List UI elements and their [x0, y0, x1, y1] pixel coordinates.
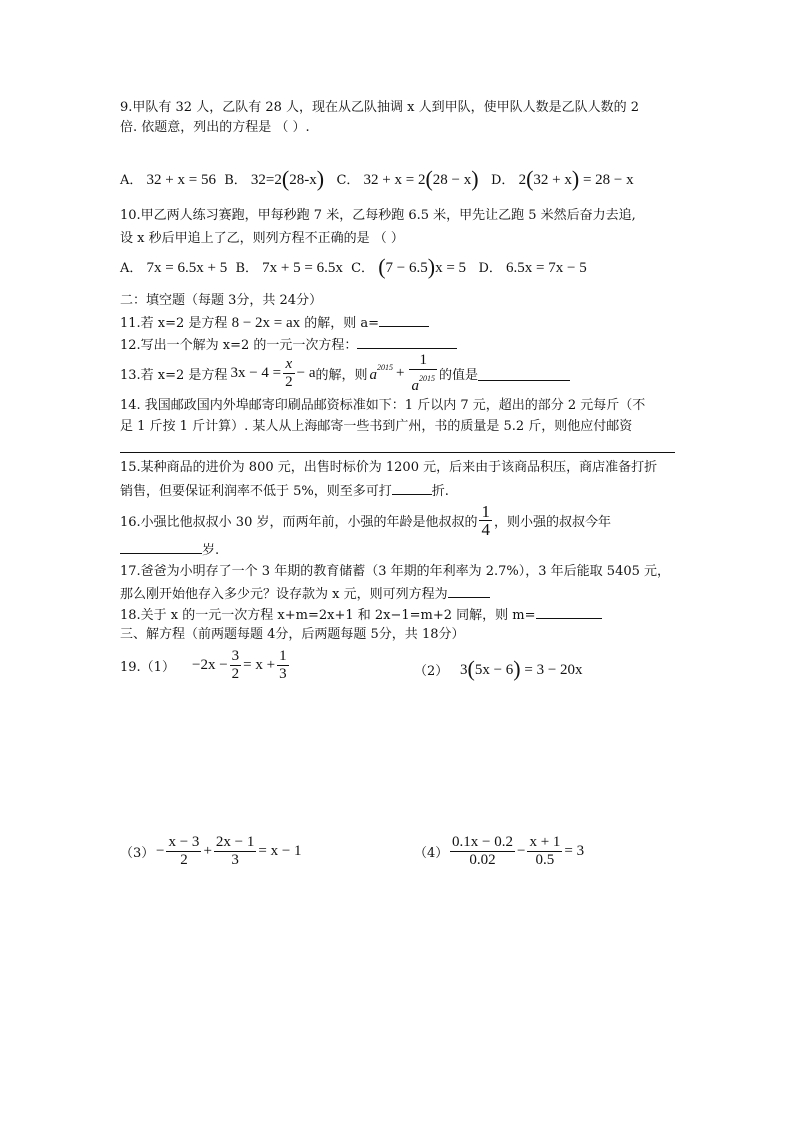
q13 [120, 352, 570, 395]
q17-line1: 17.爸爸为小明存了一个 3 年期的教育储蓄（3 年期的年利率为 2.7%），3 年后能取 5405 元， [120, 564, 671, 579]
q17-answer-blank[interactable] [448, 584, 490, 598]
q16-fraction: $\frac{1}{4}$ [481, 502, 490, 539]
q13-fraction: $\frac{x}{2}$ [285, 356, 293, 390]
q19-part4-label: （4） [414, 846, 449, 861]
q18 [120, 605, 602, 625]
q10-line2: 设 x 秒后甲追上了乙，则列方程不正确的是 （ ） [120, 231, 404, 246]
q9-option-d-label: D． [491, 173, 515, 188]
q10-option-c: (7 − 6.5)x = 5 [378, 254, 467, 279]
q19-part1-fraction2: $\frac{1}{3}$ [279, 648, 287, 682]
q17-line2 [120, 584, 490, 604]
q19-part4-right: = 3 [564, 843, 585, 859]
q13-power: $a^{2015}$ [369, 363, 393, 383]
q19-part1-label: 19.（1） [120, 660, 175, 675]
q13-text-post: 的值是 [438, 368, 478, 383]
q19-part2 [414, 656, 583, 682]
q15-line1: 15.某种商品的进价为 800 元，出售时标价为 1200 元，后来由于该商品积压，商店准备打折 [120, 460, 658, 475]
q10-options [120, 254, 587, 279]
q10-option-a: 7x = 6.5x + 5 [146, 260, 228, 276]
q16-line1 [120, 503, 611, 538]
q9-option-c: 32 + x = 2(28 − x) [363, 166, 479, 191]
q15-line2 [120, 481, 449, 501]
q11-text-pre: 11.若 x=2 是方程 [120, 316, 228, 331]
q19-part2-equation: 3(5x − 6) = 3 − 20x [460, 656, 583, 681]
q19-part4-fraction1: $\frac{0.1x - 0.2}{0.02}$ [452, 834, 513, 868]
q10-line1: 10.甲乙两人练习赛跑，甲每秒跑 7 米，乙每秒跑 6.5 米，甲先让乙跑 5 米然后奋力去追, [120, 208, 636, 223]
q12-answer-blank[interactable] [357, 335, 457, 349]
q9-option-b-label: B． [224, 173, 247, 188]
q15-answer-blank[interactable] [392, 481, 432, 495]
q13-plus: + [396, 365, 405, 381]
q15-text-pre: 销售，但要保证利润率不低于 5%，则至多可打 [120, 484, 392, 499]
q19-part3-right: = x − 1 [258, 843, 302, 859]
q19-part3 [120, 834, 302, 869]
q16-text-pre: 16.小强比他叔叔小 30 岁，而两年前，小强的年龄是他叔叔的 [120, 515, 478, 530]
q9-line2: 倍. 依题意，列出的方程是 （ ）. [120, 120, 310, 135]
q19-part3-minus: − [156, 843, 165, 859]
q18-text: 18.关于 x 的一元一次方程 x+m=2x+1 和 2x−1=m+2 同解，则 m= [120, 608, 536, 623]
q14-answer-blank[interactable] [120, 452, 675, 453]
q13-text-pre: 13.若 x=2 是方程 [120, 368, 228, 383]
q10-option-a-label: A． [120, 261, 143, 276]
q11-text-post: 的解，则 a= [304, 316, 380, 331]
q16-text-post: ，则小强的叔叔今年 [493, 515, 611, 530]
q19-part3-label: （3） [120, 846, 155, 861]
q9-option-a-label: A． [120, 173, 143, 188]
q19-part1-left: −2x − [192, 657, 228, 673]
q9-option-c-label: C． [336, 173, 360, 188]
q13-eq-left: 3x − 4 = [230, 365, 282, 381]
q10-option-d: 6.5x = 7x − 5 [506, 260, 587, 276]
q19-part3-fraction1: $\frac{x - 3}{2}$ [168, 834, 200, 868]
q19-part3-fraction2: $\frac{2x - 1}{3}$ [215, 834, 255, 868]
q10-option-b-label: B． [235, 261, 259, 276]
q17-text: 那么刚开始他存入多少元？设存款为 x 元，则可列方程为 [120, 587, 448, 602]
q10-option-c-label: C． [351, 261, 375, 276]
q13-text-mid: 的解，则 [315, 368, 368, 383]
q11-equation: 8 − 2x = ax [231, 315, 301, 331]
q16-text-suffix: 岁. [202, 543, 220, 558]
q19-part1-fraction1: $\frac{3}{2}$ [231, 648, 240, 682]
section2-heading: 二：填空题（每题 3分，共 24分） [120, 293, 323, 308]
q16-line2 [120, 540, 219, 560]
q11 [120, 313, 429, 333]
q10-option-d-label: D． [478, 261, 502, 276]
q9-option-b: 32=2(28-x) [250, 166, 325, 191]
q11-answer-blank[interactable] [379, 313, 429, 327]
q19-part1-mid: = x + [243, 657, 276, 673]
q9-option-a: 32 + x = 56 [146, 172, 216, 188]
q19-part2-label: （2） [414, 663, 449, 679]
q9-line1: 9.甲队有 32 人，乙队有 28 人，现在从乙队抽调 x 人到甲队，使甲队人数是乙队人数的 2 [120, 100, 640, 115]
q9-options [120, 166, 634, 191]
q19-part4 [414, 834, 584, 869]
q19-part4-minus: − [516, 843, 526, 859]
q14-line2: 足 1 斤按 1 斤计算）. 某人从上海邮寄一些书到广州，书的质量是 5.2 斤，则他应付邮资 [120, 419, 633, 434]
q13-eq-right: − a [296, 365, 316, 381]
q14-line1: 14. 我国邮政国内外埠邮寄印刷品邮资标准如下：1 斤以内 7 元，超出的部分 2 元每斤（不 [120, 398, 646, 413]
q13-reciprocal: $\frac{1}{a^{2015}}$ [411, 352, 435, 394]
q19-part3-plus: + [203, 843, 212, 859]
q13-answer-blank[interactable] [478, 367, 570, 381]
q10-option-b: 7x + 5 = 6.5x [262, 260, 343, 276]
q19-part1 [120, 648, 291, 683]
q9-option-d: 2(32 + x) = 28 − x [518, 166, 634, 191]
q16-answer-blank[interactable] [120, 540, 202, 554]
q19-part4-fraction2: $\frac{x + 1}{0.5}$ [529, 834, 561, 868]
section3-heading: 三、解方程（前两题每题 4分，后两题每题 5分，共 18分） [120, 627, 465, 642]
q15-text-post: 折. [431, 484, 449, 499]
q12-text: 12.写出一个解为 x=2 的一元一次方程： [120, 338, 358, 353]
q18-answer-blank[interactable] [536, 605, 602, 619]
